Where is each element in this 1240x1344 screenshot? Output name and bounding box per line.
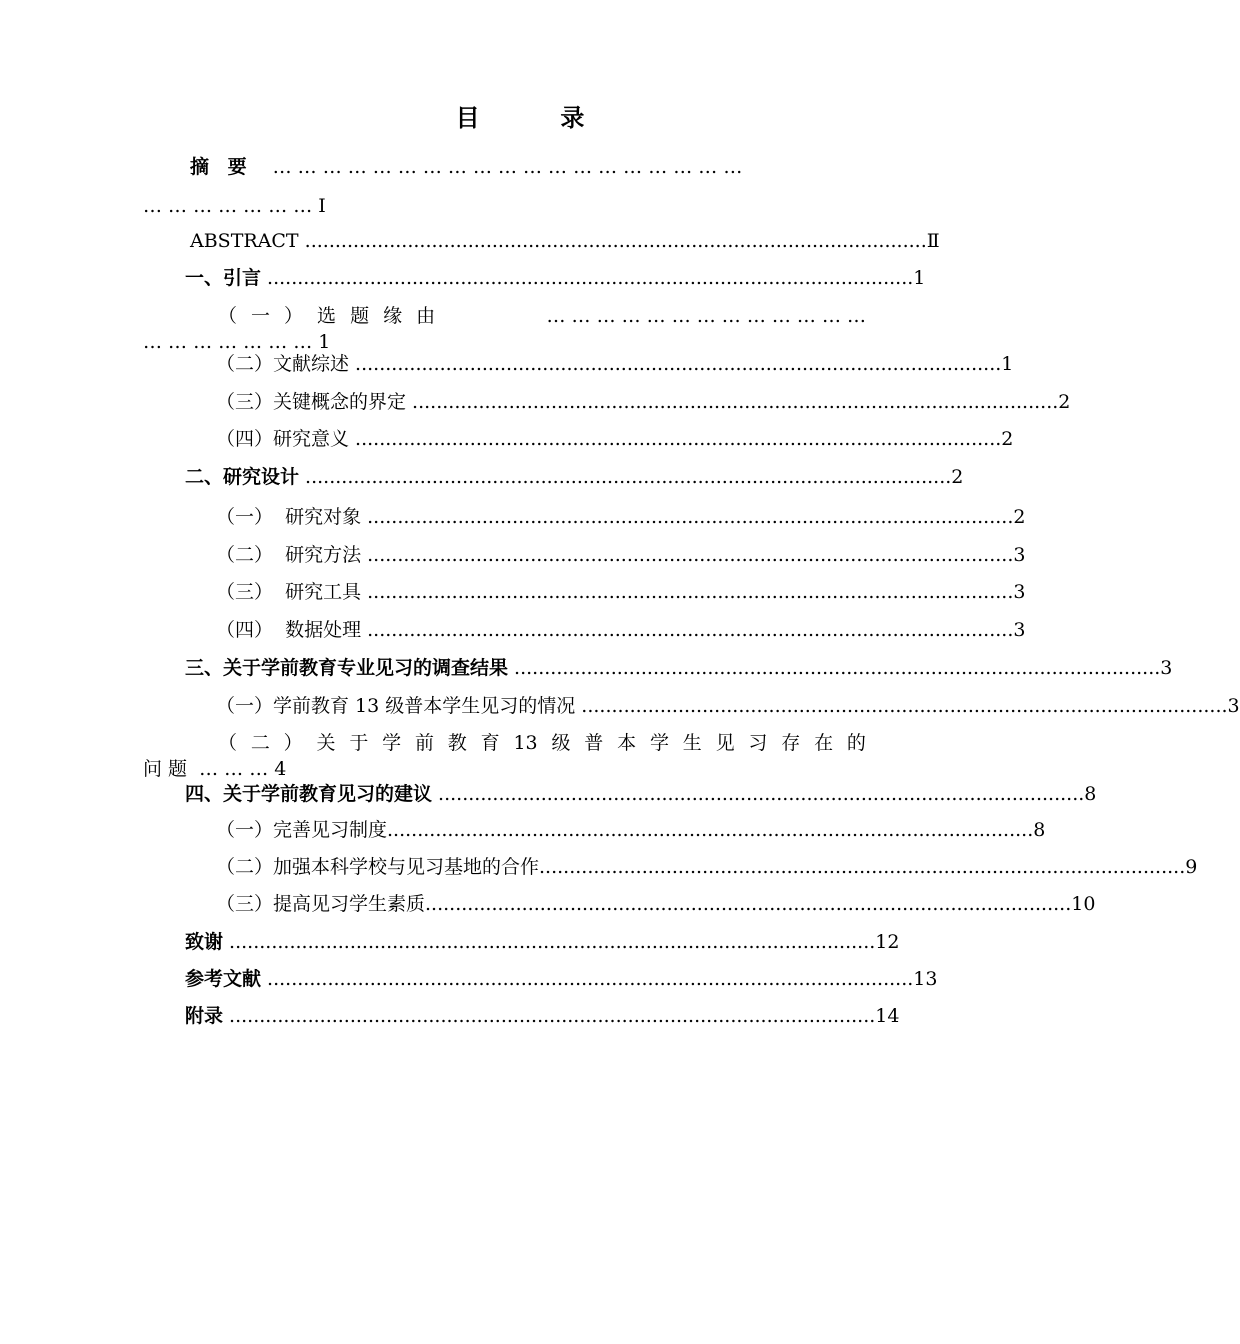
toc-char: 级 [551,732,571,754]
toc-label: 二、研究设计 [185,466,300,488]
toc-char: 学 [382,732,402,754]
toc-page: 2 [951,466,964,488]
toc-label: （三） 研究工具 [216,581,362,603]
toc-label-page: 问 题 … … … 4 [143,758,287,780]
toc-label: （三）提高见习学生素质 [216,893,426,915]
toc-char: 13 [513,732,538,754]
toc-leader: ........................................................................................................... [223,931,876,953]
toc-entry-s3-1[interactable] [216,694,1240,718]
toc-entry-s3-2-cont [143,757,286,781]
toc-char: 普 [584,732,604,754]
toc-label: （一）学前教育 13 级普本学生见习的情况 [216,695,576,717]
toc-page: 3 [1013,581,1026,603]
toc-label: （三）关键概念的界定 [216,391,407,413]
toc-page: 2 [1013,506,1026,528]
toc-page: 1 [913,267,926,289]
toc-entry-refs[interactable] [185,967,938,991]
toc-leader: ........................................................................................................... [361,506,1014,528]
toc-char: （ [218,732,238,754]
toc-label [218,304,435,328]
toc-label: 摘 要 [190,156,253,178]
toc-char: （ [218,305,238,327]
toc-entry-s3[interactable] [185,656,1173,680]
toc-char: ） [283,732,303,754]
toc-entry-s1-2[interactable] [216,352,1014,376]
toc-char: 见 [715,732,735,754]
toc-entry-s2[interactable] [185,465,964,489]
toc-dots: … … … … … … … … … … … … … … … … … … … [272,156,743,178]
toc-label: 参考文献 [185,968,262,990]
toc-leader: ........................................................................................................... [261,968,914,990]
toc-dots-page: … … … … … … … Ⅰ [143,195,326,217]
toc-entry-s3-2[interactable] [218,731,866,755]
toc-entry-s4[interactable] [185,782,1097,806]
toc-char: 选 [317,305,337,327]
toc-char: 二 [250,732,270,754]
toc-leader: ........................................................................................................... [575,695,1228,717]
toc-char: 由 [416,305,436,327]
toc-char: 一 [251,305,271,327]
toc-page: 3 [1227,695,1240,717]
toc-entry-s1-1[interactable] [218,304,866,328]
toc-page: 3 [1160,657,1173,679]
toc-leader: ........................................................................................................... [425,893,1072,915]
toc-label: （二）文献综述 [216,353,350,375]
toc-char: 于 [349,732,369,754]
toc-page: 1 [1001,353,1014,375]
toc-char: 缘 [383,305,403,327]
title-char-2: 录 [560,104,585,132]
toc-char: ） [284,305,304,327]
toc-label: （四） 数据处理 [216,619,362,641]
toc-entry-s1-4[interactable] [216,427,1014,451]
toc-label: （一）完善见习制度 [216,819,388,841]
toc-leader: ........................................................................................................... [261,267,914,289]
toc-leader: ........................................................................................................... [361,544,1014,566]
toc-char: 前 [414,732,434,754]
toc-label: （二） 研究方法 [216,544,362,566]
toc-label: ABSTRACT [190,230,299,252]
toc-leader: ........................................................................................................... [299,466,952,488]
toc-char: 存 [781,732,801,754]
toc-char: 题 [350,305,370,327]
page-title [0,98,1040,133]
toc-leader: ....................................................................................................... [298,230,927,252]
title-char-1: 目 [455,104,480,132]
toc-page: 2 [1001,428,1014,450]
toc-page: 8 [1084,783,1097,805]
toc-page: 2 [1058,391,1071,413]
toc-page: 12 [875,931,900,953]
toc-entry-s2-3[interactable] [216,580,1026,604]
toc-dots: … … … … … … … … … … … … … [546,305,866,327]
toc-leader: ........................................................................................................... [539,856,1186,878]
toc-leader: ........................................................................................................... [406,391,1059,413]
toc-leader: ........................................................................................................... [223,1005,876,1027]
toc-char: 育 [480,732,500,754]
toc-char: 学 [649,732,669,754]
toc-entry-s4-3[interactable] [216,892,1096,916]
toc-entry-s4-2[interactable] [216,855,1198,879]
toc-label: （一） 研究对象 [216,506,362,528]
toc-leader: ........................................................................................................... [387,819,1034,841]
toc-label: 一、引言 [185,267,262,289]
toc-entry-s2-4[interactable] [216,618,1026,642]
toc-entry-appendix[interactable] [185,1004,900,1028]
toc-char: 在 [814,732,834,754]
toc-char: 关 [316,732,336,754]
toc-label: 三、关于学前教育专业见习的调查结果 [185,657,509,679]
toc-entry-abstract-cn-cont [143,194,326,218]
toc-leader: ........................................................................................................... [508,657,1161,679]
toc-label: 致谢 [185,931,224,953]
toc-leader: ........................................................................................................... [349,428,1002,450]
toc-leader: ........................................................................................................... [432,783,1085,805]
toc-entry-s2-2[interactable] [216,543,1026,567]
toc-label: （二）加强本科学校与见习基地的合作 [216,856,540,878]
toc-entry-abstract-cn[interactable] [190,155,866,179]
toc-entry-abstract-en[interactable] [190,229,940,253]
toc-entry-s4-1[interactable] [216,818,1046,842]
toc-leader: ........................................................................................................... [361,619,1014,641]
toc-page: Ⅱ [926,230,940,252]
toc-entry-s1-1-cont [143,330,330,354]
toc-page: 3 [1013,544,1026,566]
toc-leader: ........................................................................................................... [349,353,1002,375]
toc-page: 8 [1033,819,1046,841]
toc-char: 习 [748,732,768,754]
toc-char: 的 [846,732,866,754]
toc-char: 本 [617,732,637,754]
toc-leader: ........................................................................................................... [361,581,1014,603]
toc-label: 四、关于学前教育见习的建议 [185,783,433,805]
toc-entry-s1-3[interactable] [216,390,1071,414]
toc-entry-s2-1[interactable] [216,505,1026,529]
toc-entry-s1[interactable] [185,266,926,290]
toc-page: 14 [875,1005,900,1027]
toc-label: 附录 [185,1005,224,1027]
toc-page: 10 [1071,893,1096,915]
toc-dots-page: … … … … … … … 1 [143,331,331,353]
toc-page: 9 [1185,856,1198,878]
toc-entry-ack[interactable] [185,930,900,954]
toc-label [218,731,866,755]
toc-char: 生 [682,732,702,754]
toc-char: 教 [447,732,467,754]
toc-label: （四）研究意义 [216,428,350,450]
toc-page: 13 [913,968,938,990]
toc-page: 3 [1013,619,1026,641]
